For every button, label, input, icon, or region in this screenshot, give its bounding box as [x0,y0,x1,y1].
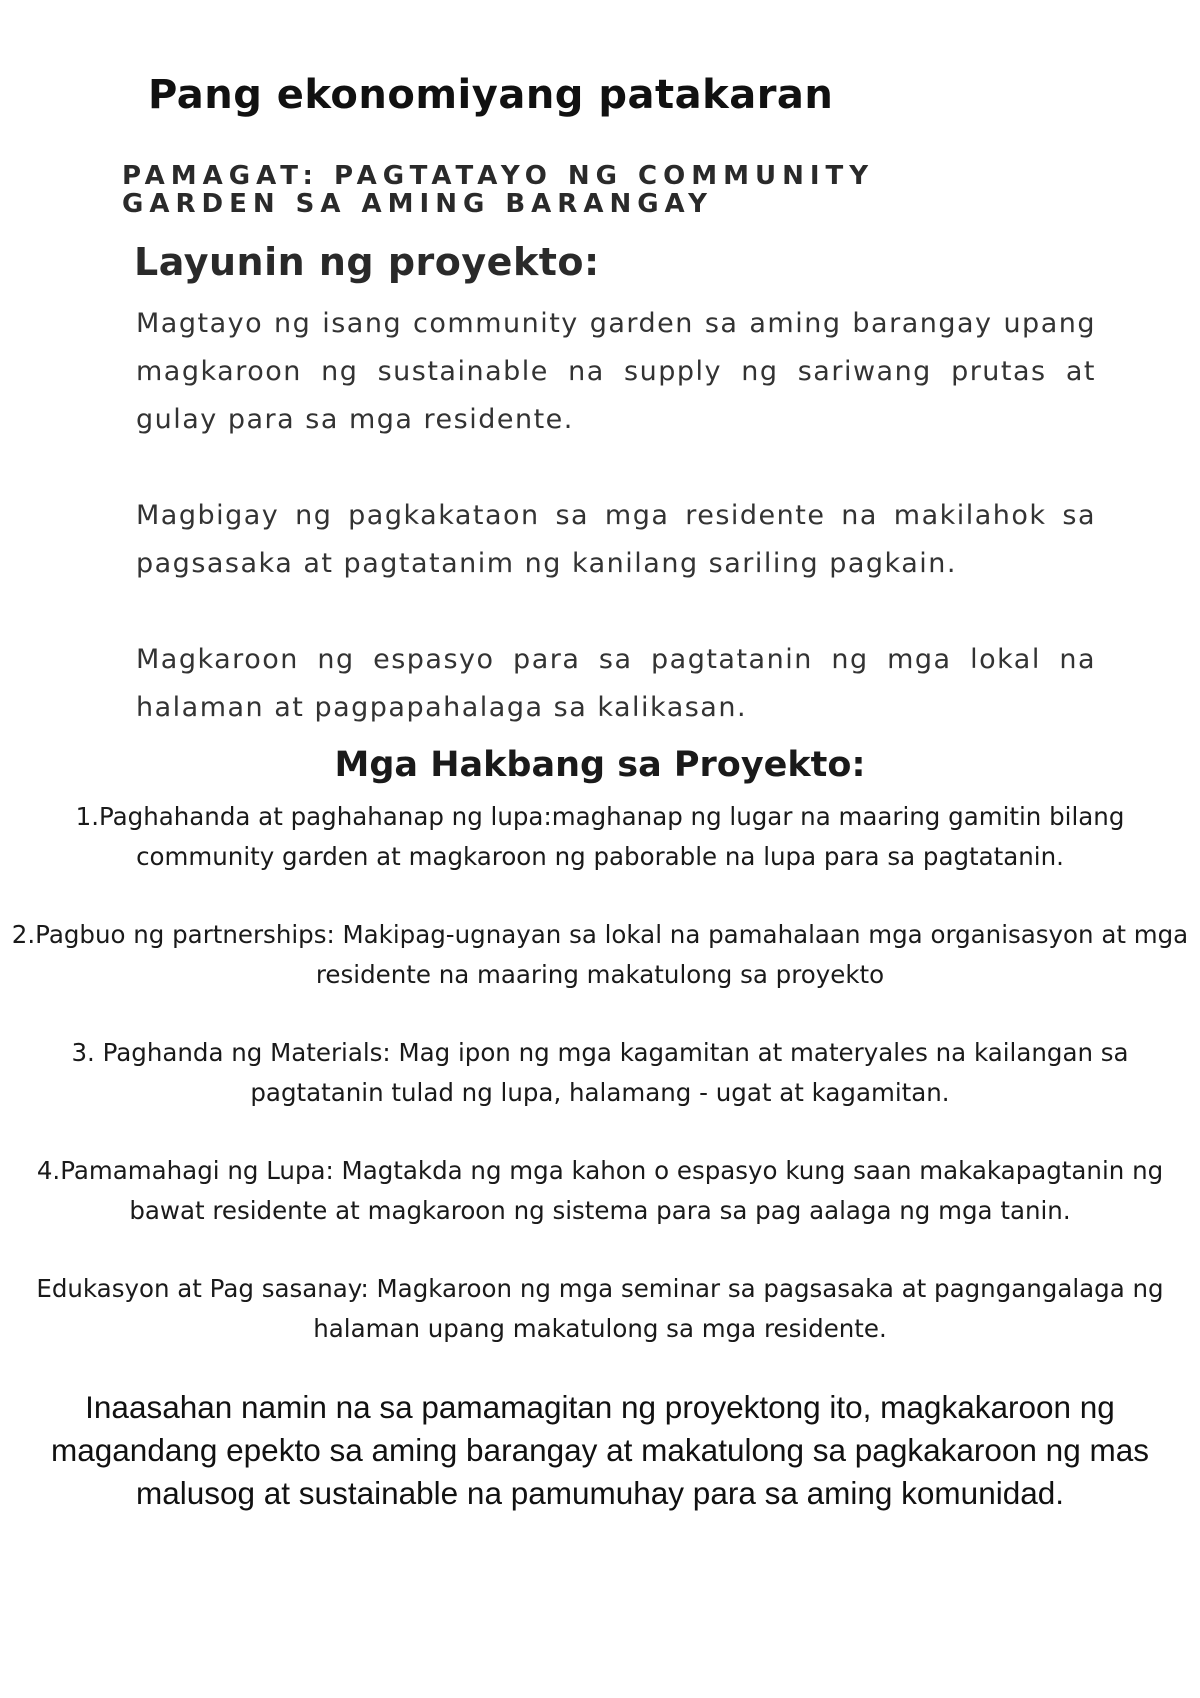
step-item: Edukasyon at Pag sasanay: Magkaroon ng mga seminar sa pagsasaka at pagngangalaga ng halaman upang makatulong sa mga residente. [36,1274,1164,1343]
objective-item: Magbigay ng pagkakataon sa mga residente na makilahok sa pagsasaka at pagtatanim ng kanilang sariling pagkain. [136,500,1096,579]
objectives-heading: Layunin ng proyekto: [134,240,600,284]
step-item: 1.Paghahanda at paghahanap ng lupa:maghanap ng lugar na maaring gamitin bilang community garden at magkaroon ng paborable na lupa para sa pagtatanin. [75,802,1125,871]
step-item: 2.Pagbuo ng partnerships: Makipag-ugnayan sa lokal na pamahalaan mga organisasyon at mga residente na maaring makatulong sa proyekto [11,920,1189,989]
steps-list [10,797,1190,1387]
objective-item: Magtayo ng isang community garden sa aming barangay upang magkaroon ng sustainable na supply ng sariwang prutas at gulay para sa mga residente. [136,308,1096,435]
conclusion-paragraph: Inaasahan namin na sa pamamagitan ng proyektong ito, magkakaroon ng magandang epekto sa aming barangay at makatulong sa pagkakaroon ng mas malusog at sustainable na pamumuhay para sa aming komunidad. [51,1389,1149,1511]
objective-item: Magkaroon ng espasyo para sa pagtatanin ng mga lokal na halaman at pagpapahalaga sa kalikasan. [136,644,1096,723]
steps-heading: Mga Hakbang sa Proyekto: [334,745,866,785]
objectives-list [136,300,1096,732]
step-item: 4.Pamamahagi ng Lupa: Magtakda ng mga kahon o espasyo kung saan makakapagtanin ng bawat residente at magkaroon ng sistema para sa pag aalaga ng mga tanin. [36,1156,1164,1225]
project-title: PAMAGAT: PAGTATAYO NG COMMUNITY GARDEN SA AMING BARANGAY [122,161,875,219]
step-item: 3. Paghanda ng Materials: Mag ipon ng mga kagamitan at materyales na kailangan sa pagtatanin tulad ng lupa, halamang - ugat at kagamitan. [71,1038,1129,1107]
document-title: Pang ekonomiyang patakaran [148,72,834,118]
